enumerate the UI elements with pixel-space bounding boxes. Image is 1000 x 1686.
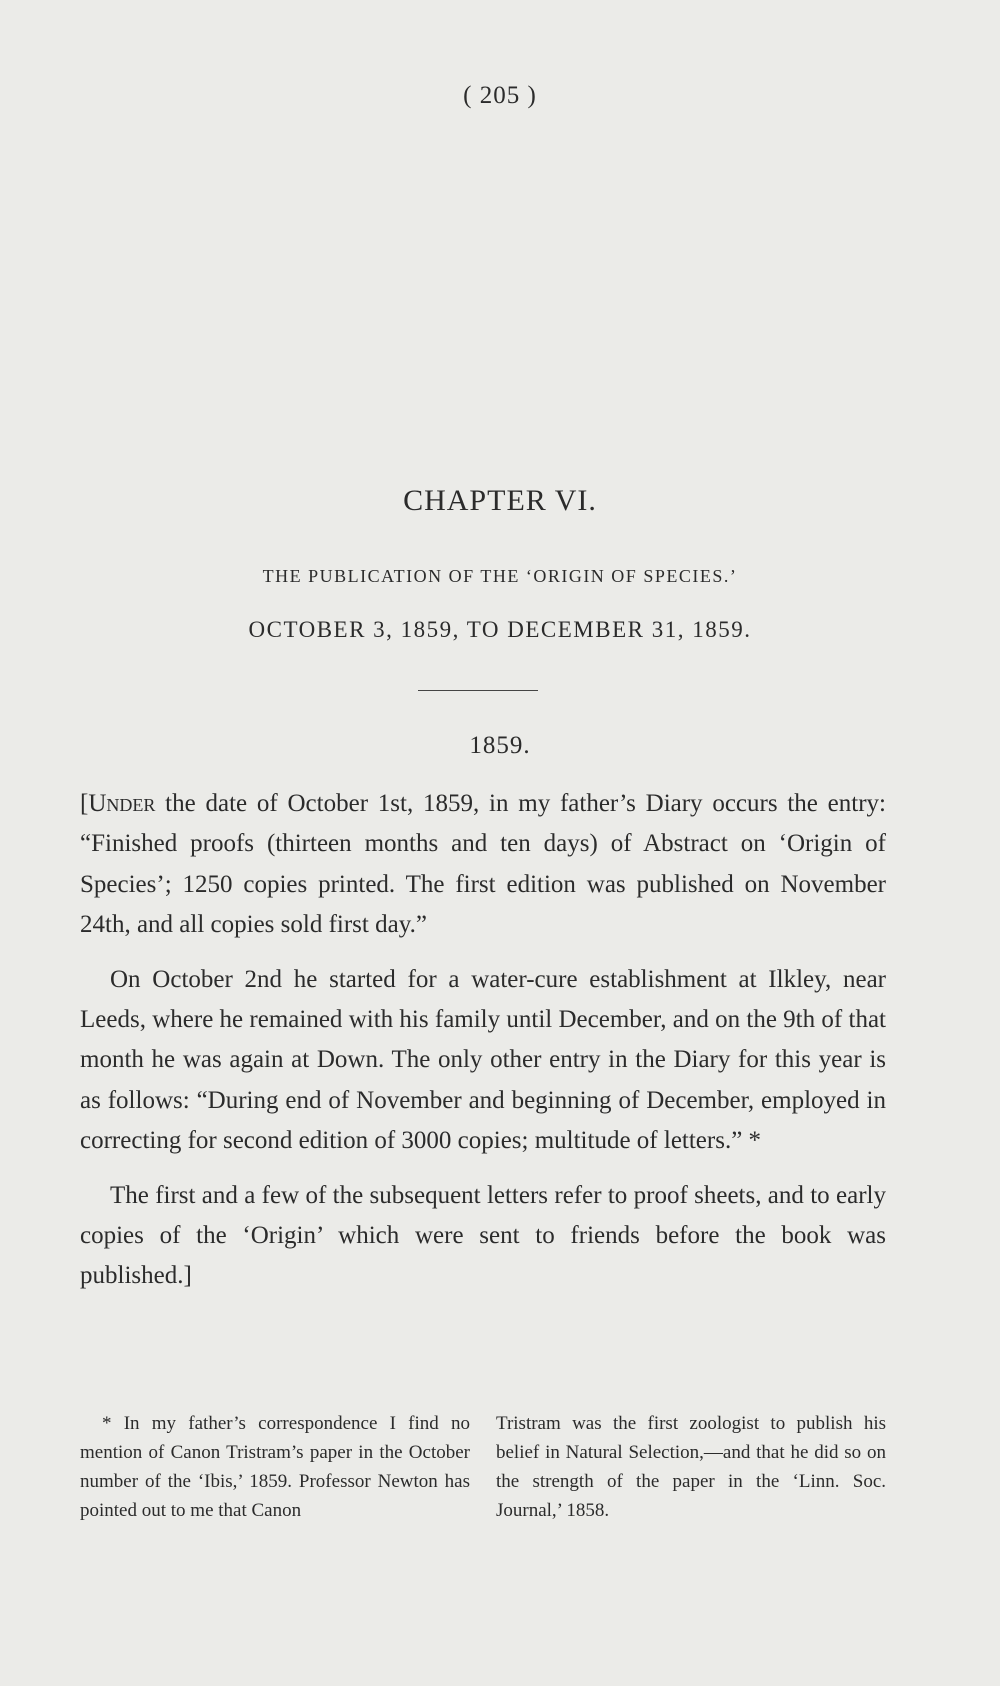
section-divider <box>418 690 538 691</box>
paragraph-3: The first and a few of the subsequent letters refer to proof sheets, and to early copies of the ‘Origin’ which were sent to friends before the book was published.] <box>80 1181 886 1290</box>
chapter-title: CHAPTER VI. <box>403 484 597 517</box>
footnote-column-2: Tristram was the first zoologist to publish his belief in Natural Selection,—and that he did so on the strength of the paper in the ‘Linn. Soc. Journal,’ 1858. <box>496 1413 886 1521</box>
chapter-subtitle: THE PUBLICATION OF THE ‘ORIGIN OF SPECIES.’ <box>262 566 738 586</box>
body-text <box>80 784 886 1311</box>
paragraph-1-rest: the date of October 1st, 1859, in my father’s Diary occurs the entry: “Finished proofs (thirteen months and ten days) of Abstract on ‘Origin of Species’; 1250 copies printed. The first edition was published on November 24th, and all copies sold first day.” <box>80 790 886 939</box>
footnote <box>80 1409 886 1525</box>
chapter-dates: OCTOBER 3, 1859, TO DECEMBER 31, 1859. <box>248 617 752 642</box>
paragraph-1 <box>80 784 886 946</box>
paragraph-2: On October 2nd he started for a water-cure establishment at Ilkley, near Leeds, where he remained with his family until December, and on the 9th of that month he was again at Down. The only other entry in the Diary for this year is as follows: “During end of November and beginning of December, employed in correcting for second edition of 3000 copies; multitude of letters.” * <box>80 965 886 1155</box>
page-number: ( 205 ) <box>463 82 537 109</box>
footnote-column-1: * In my father’s correspondence I find no mention of Canon Tristram’s paper in the October number of the ‘Ibis,’ 1859. Professor Newton has pointed out to me that Canon <box>80 1413 470 1521</box>
paragraph-1-smallcaps: nder <box>106 790 156 817</box>
year-heading: 1859. <box>469 732 531 759</box>
paragraph-1-open: [U <box>80 790 107 817</box>
